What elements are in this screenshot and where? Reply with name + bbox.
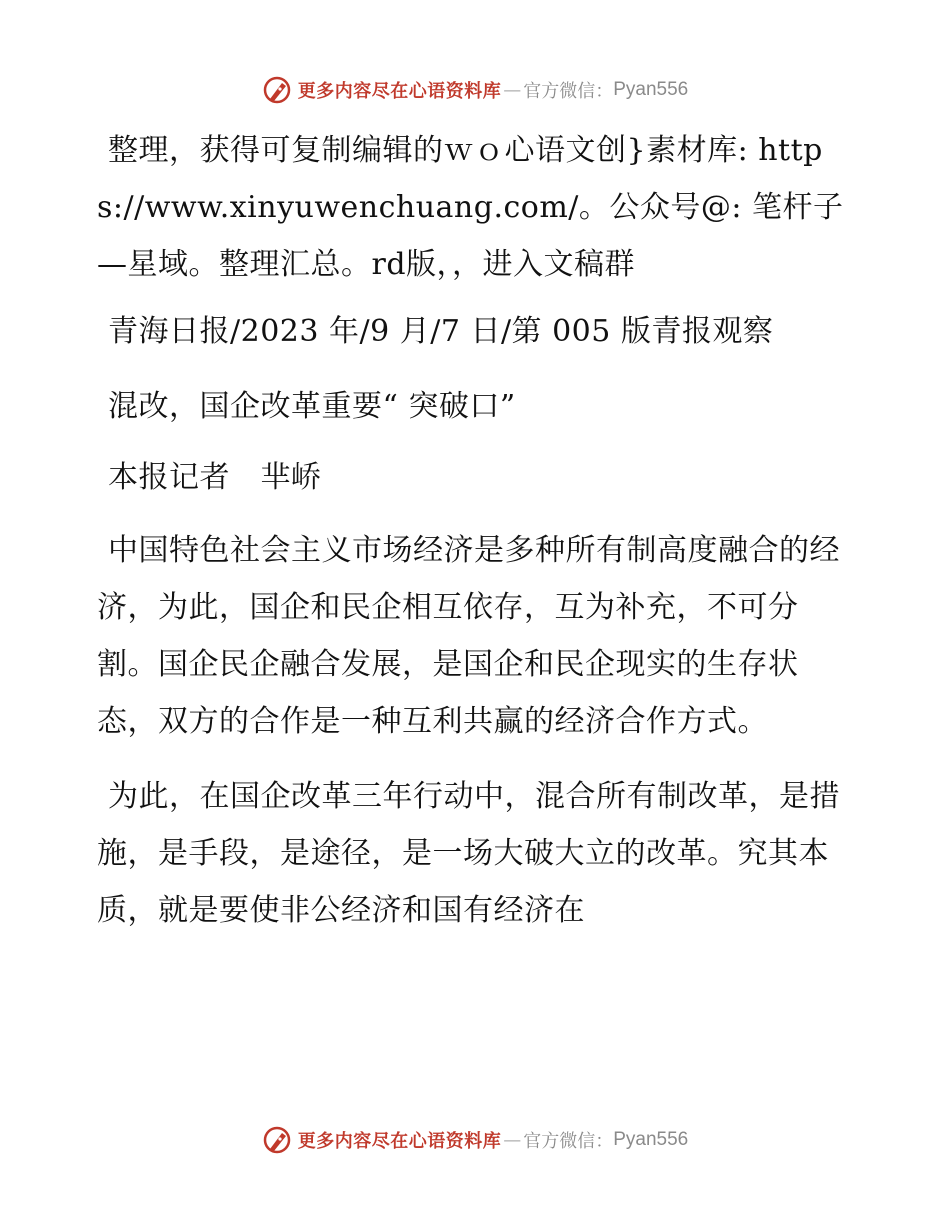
article-body xyxy=(97,122,857,939)
pen-nib-circle-icon xyxy=(262,75,292,105)
intro-paragraph: 整理，获得可复制编辑的ｗｏ心语文创}素材库: https://www.xinyuwenchuang.com/。公众号@: 笔杆子—星域。整理汇总。rd版，，进入文稿群 xyxy=(97,133,844,282)
watermark-official-label: 官方微信： xyxy=(523,81,614,102)
body-paragraph-1: 中国特色社会主义市场经济是多种所有制高度融合的经济，为此，国企和民企相互依存，互为补充，不可分割。国企民企融合发展，是国企和民企现实的生存状态，双方的合作是一种互利共赢的经济合作方式。 xyxy=(97,533,840,739)
footer-watermark xyxy=(0,1120,950,1160)
source-line: 青海日报/2023 年/9 月/7 日/第 005 版青报观察 xyxy=(108,314,774,349)
watermark-official-label: 官方微信： xyxy=(523,1131,614,1152)
watermark-text: 更多内容尽在心语资料库 xyxy=(297,81,502,102)
body-paragraph-2: 为此，在国企改革三年行动中，混合所有制改革，是措施，是手段，是途径，是一场大破大立的改革。究其本质，就是要使非公经济和国有经济在 xyxy=(97,779,840,928)
watermark-wechat-id: Pyan556 xyxy=(613,79,689,100)
watermark-dash: — xyxy=(503,79,522,101)
article-headline: 混改，国企改革重要“ 突破口” xyxy=(108,389,516,424)
byline: 本报记者 芈峤 xyxy=(108,460,322,495)
watermark-wechat-id: Pyan556 xyxy=(613,1129,689,1150)
watermark-dash: — xyxy=(503,1129,522,1151)
watermark-text: 更多内容尽在心语资料库 xyxy=(297,1131,502,1152)
header-watermark xyxy=(0,70,950,110)
pen-nib-circle-icon xyxy=(262,1125,292,1155)
